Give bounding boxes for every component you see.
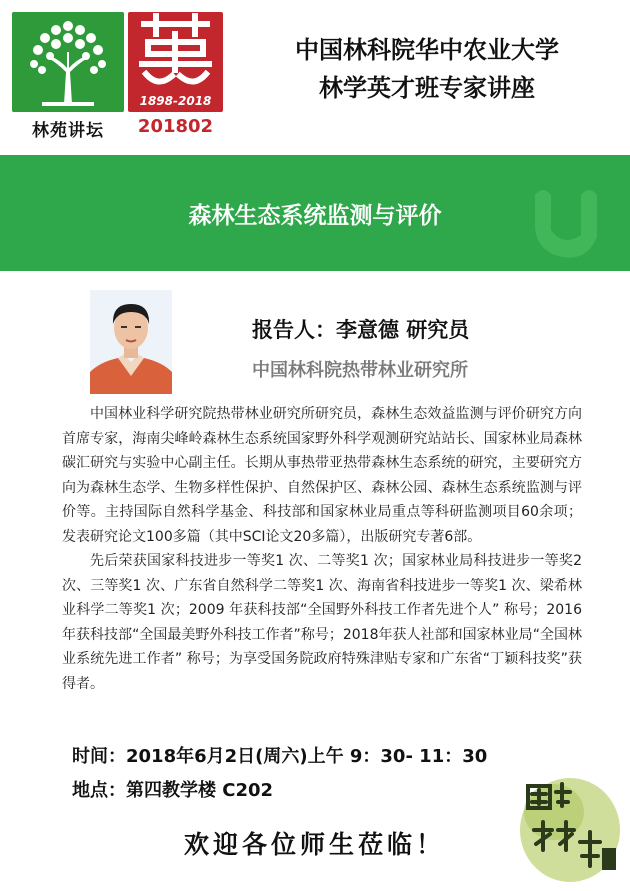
header-title-line1: 中国林科院华中农业大学 — [295, 36, 559, 64]
lecture-code: 201802 — [137, 116, 214, 137]
bio-paragraph: 中国林业科学研究院热带林业研究所研究员，森林生态效益监测与评价研究方向首席专家，海南尖峰岭森林生态系统国家野外科学观测研究站站长、国家林业局森林碳汇研究与实验中心副主任。长期从事热带亚热带森林生态系统的研究，主要研究方向为森林生态学、生物多样性保护、自然保护区、森林公园、森林生态系统监测与评价等。主持国际自然科学基金、科技部和国家林业局重点等科研监测项目60余项；发表研究论文100多篇（其中SCI论文20多篇），出版研究专著6部。 — [62, 406, 582, 545]
lecture-topic: 森林生态系统监测与评价 — [188, 203, 442, 229]
seal-icon — [128, 12, 223, 92]
logo-years: 1898-2018 — [139, 94, 212, 108]
speaker-institute: 中国林科院热带林业研究所 — [252, 360, 468, 381]
forestry-stamp-logo — [514, 772, 622, 884]
tree-icon — [12, 12, 124, 112]
welcome-message: 欢迎各位师生莅临！ — [184, 830, 446, 859]
logo-left-label: 林苑讲坛 — [32, 121, 104, 141]
lecture-time: 时间：2018年6月2日(周六)上午 9：30- 11：30 — [72, 746, 488, 767]
lecture-place: 地点：第四教学楼 C202 — [72, 780, 274, 801]
portrait-icon — [90, 290, 172, 394]
anniversary-logo — [128, 12, 223, 112]
linyuan-forum-logo — [12, 12, 124, 112]
speaker-name: 报告人：李意德 研究员 — [252, 318, 470, 342]
speaker-bio — [62, 402, 582, 696]
speaker-photo — [90, 290, 172, 394]
bio-paragraph: 先后荣获国家科技进步一等奖1 次、二等奖1 次；国家林业局科技进步一等奖2次、三等奖1 次、广东省自然科学二等奖1 次、海南省科技进步一等奖1 次、梁希林业科学二等奖1 次；2009 年获科技部“全国野外科技工作者先进个人” 称号；2016年获科技部“全国最美野外科技工作者”称号；2018年获人社部和国家林业局“全国林业系统先进工作者” 称号；为享受国务院政府特殊津贴专家和广东省“丁颖科技奖”获得者。 — [62, 553, 582, 692]
header-title-line2: 林学英才班专家讲座 — [319, 74, 535, 102]
